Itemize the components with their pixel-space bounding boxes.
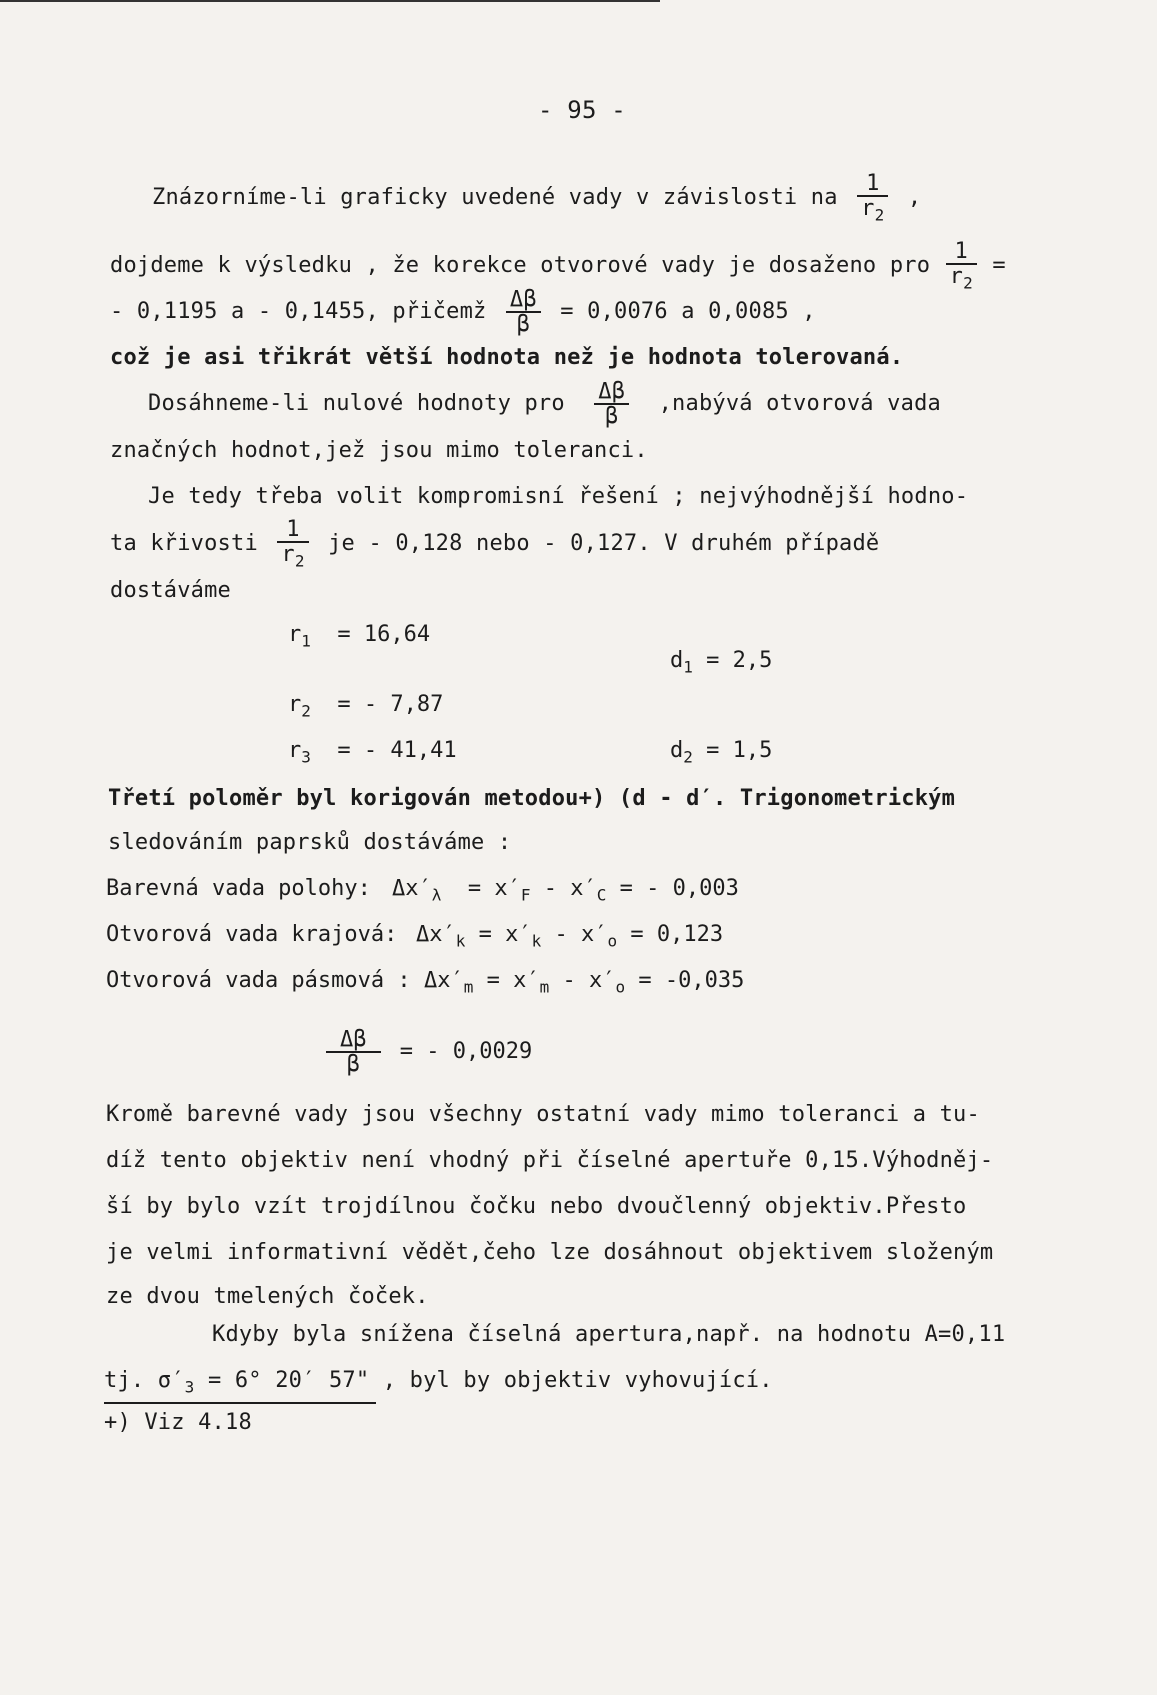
paragraph-line-16: ze dvou tmelených čoček.: [106, 1284, 429, 1309]
fraction-delta-beta-over-beta: [594, 380, 629, 428]
fraction-denominator: β: [604, 404, 619, 430]
paragraph-line-15: je velmi informativní vědět,čeho lze dosáhnout objektivem složeným: [106, 1240, 994, 1265]
paragraph-line-8: [110, 518, 879, 570]
text: dojdeme k výsledku , že korekce otvorové vady je dosaženo pro: [110, 253, 931, 279]
paragraph-line-10: Třetí poloměr byl korigován metodou+) (d - d′. Trigonometrickým: [108, 786, 956, 811]
fraction-numerator: 1: [857, 172, 888, 197]
footnote-separator: [104, 1402, 376, 1404]
paragraph-line-9: dostáváme: [110, 578, 232, 603]
fraction-numerator: Δβ: [326, 1028, 381, 1053]
paragraph-line-12: Kromě barevné vady jsou všechny ostatní vady mimo toleranci a tu-: [106, 1102, 980, 1127]
text: Znázorníme-li graficky uvedené vady v závislosti na: [152, 185, 838, 211]
paragraph-line-11: sledováním paprsků dostáváme :: [108, 830, 512, 855]
text: = - 0,0029: [399, 1039, 533, 1065]
text: = 0,0076 a 0,0085 ,: [560, 299, 816, 325]
equation-color-aberration: Barevná vada polohy: $\Delta x'_\lambda = x'_F - x'_C$ = - 0,003: [106, 876, 739, 905]
fraction-1-over-r2: [857, 172, 888, 224]
paragraph-line-14: ší by bylo vzít trojdílnou čočku nebo dvoučlenný objektiv.Přesto: [106, 1194, 967, 1219]
text: ,nabývá otvorová vada: [658, 391, 941, 417]
param-r3: $r_3$ = - 41,41: [288, 738, 457, 767]
text: ta křivosti: [110, 531, 258, 557]
param-r1: $r_1 = 16,64$: [288, 622, 431, 651]
fraction-numerator: Δβ: [506, 288, 541, 313]
paragraph-line-13: díž tento objektiv není vhodný při číselné apertuře 0,15.Výhodněj-: [106, 1148, 994, 1173]
text: ,: [907, 185, 922, 211]
fraction-denominator: β: [516, 312, 531, 338]
page-number: - 95 -: [538, 96, 626, 124]
fraction-denominator: $r_2$: [861, 196, 885, 225]
fraction-denominator: β: [346, 1052, 360, 1078]
text: je - 0,128 nebo - 0,127. V druhém případě: [328, 531, 880, 557]
fraction-1-over-r2: [277, 518, 308, 570]
equation-zonal-aperture-aberration: Otvorová vada pásmová : $\Delta x'_m = x'_m - x'_o = -0,035$: [106, 968, 745, 997]
paragraph-line-18: tj. $\sigma'_3 = 6^\circ$ 20′ 57" , byl by objektiv vyhovující.: [104, 1368, 773, 1397]
paragraph-line-7: Je tedy třeba volit kompromisní řešení ; nejvýhodnější hodno-: [148, 484, 969, 509]
text: Dosáhneme-li nulové hodnoty pro: [148, 391, 565, 417]
equation-edge-aperture-aberration: Otvorová vada krajová: $\Delta x'_k = x'_k - x'_o = 0,123$: [106, 922, 724, 951]
fraction-delta-beta-over-beta: [326, 1028, 381, 1076]
param-d1: $d_1 = 2,5$: [670, 648, 773, 677]
text: - 0,1195 a - 0,1455, přičemž: [110, 299, 487, 325]
param-d2: $d_2 = 1,5$: [670, 738, 773, 767]
fraction-delta-beta-over-beta: [506, 288, 541, 336]
paragraph-line-3: [110, 288, 816, 336]
fraction-1-over-r2: [946, 240, 977, 292]
footnote: +) Viz 4.18: [104, 1410, 252, 1435]
fraction-numerator: 1: [946, 240, 977, 265]
paragraph-line-17: Kdyby byla snížena číselná apertura,např. na hodnotu A=0,11: [212, 1322, 1006, 1347]
text: =: [992, 253, 1006, 279]
top-border-line: [0, 0, 660, 2]
equation-delta-beta: [320, 1028, 532, 1076]
paragraph-line-5: [148, 380, 941, 428]
fraction-denominator: $r_2$: [281, 542, 305, 571]
paragraph-line-4: což je asi třikrát větší hodnota než je hodnota tolerovaná.: [110, 345, 904, 370]
param-r2: $r_2$ = - 7,87: [288, 692, 444, 721]
fraction-denominator: $r_2$: [949, 264, 973, 293]
fraction-numerator: Δβ: [594, 380, 629, 405]
paragraph-line-6: značných hodnot,jež jsou mimo toleranci.: [110, 438, 648, 463]
fraction-numerator: 1: [277, 518, 308, 543]
paragraph-line-1: [152, 172, 921, 224]
paragraph-line-2: [110, 240, 1006, 292]
